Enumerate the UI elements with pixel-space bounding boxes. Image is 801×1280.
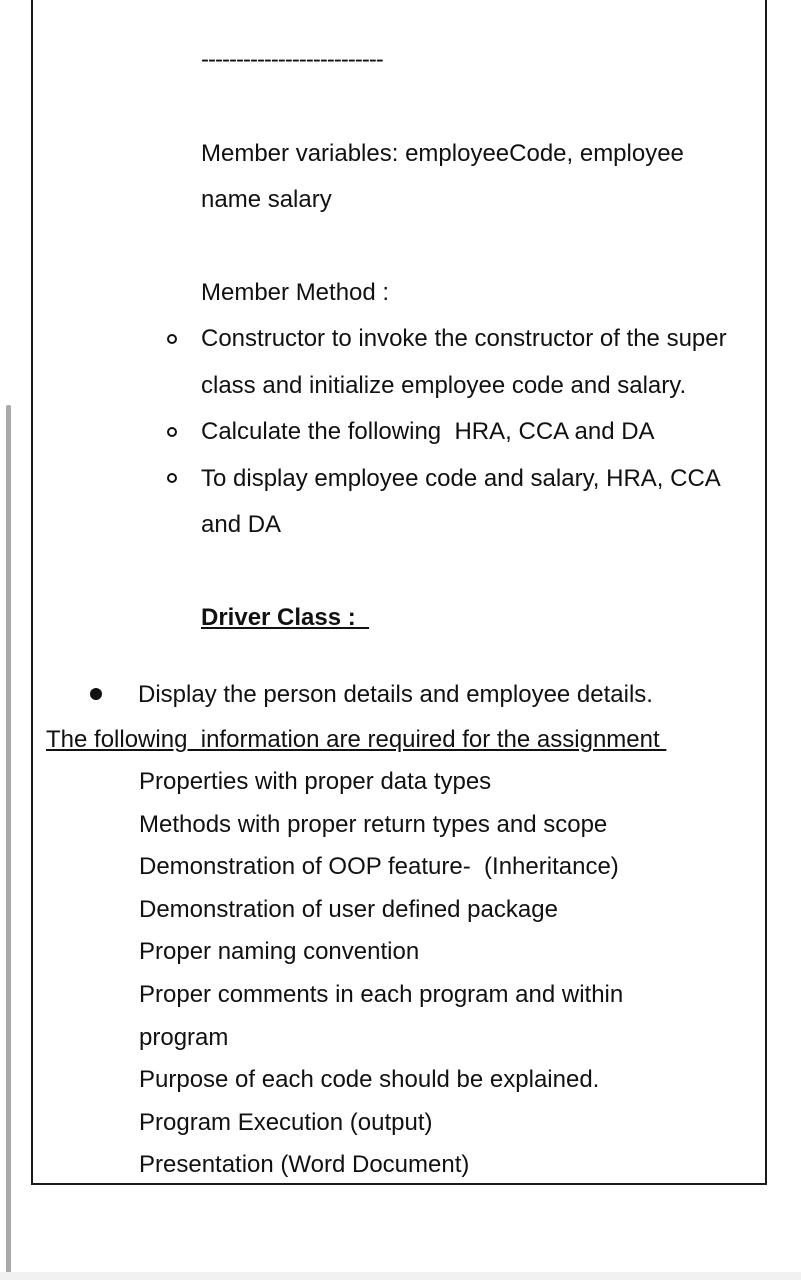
requirement-item: Demonstration of OOP feature- (Inheritance): [139, 853, 619, 880]
requirement-item: Presentation (Word Document): [139, 1151, 470, 1178]
requirement-item: Proper naming convention: [139, 938, 420, 965]
member-method-heading: Member Method :: [201, 279, 390, 306]
requirement-item: Proper comments in each program and within: [139, 981, 624, 1008]
requirement-item: Demonstration of user defined package: [139, 896, 558, 923]
method-bullet-1-line2: class and initialize employee code and salary.: [201, 372, 687, 399]
requirement-item: Methods with proper return types and scope: [139, 811, 608, 838]
requirement-item: Properties with proper data types: [139, 768, 492, 795]
requirement-item: Program Execution (output): [139, 1109, 433, 1136]
requirements-heading: The following information are required for the assignment: [46, 726, 667, 753]
solid-bullet-icon: [90, 688, 102, 700]
requirement-item: program: [139, 1024, 229, 1051]
method-bullet-1-line1: Constructor to invoke the constructor of the super: [201, 325, 727, 352]
hollow-bullet-icon: [167, 427, 177, 437]
requirement-item: Purpose of each code should be explained.: [139, 1066, 600, 1093]
member-variables-line1: Member variables: employeeCode, employee: [201, 140, 684, 167]
method-bullet-3-line2: and DA: [201, 511, 282, 538]
driver-bullet-text: Display the person details and employee details.: [138, 681, 653, 708]
separator-line: --------------------------: [201, 46, 383, 73]
method-bullet-2-line1: Calculate the following HRA, CCA and DA: [201, 418, 655, 445]
bottom-strip: [0, 1272, 801, 1280]
hollow-bullet-icon: [167, 473, 177, 483]
method-bullet-3-line1: To display employee code and salary, HRA, CCA: [201, 465, 721, 492]
scrollbar[interactable]: [6, 405, 11, 1280]
driver-class-heading: Driver Class :: [201, 604, 370, 631]
hollow-bullet-icon: [167, 334, 177, 344]
member-variables-line2: name salary: [201, 186, 332, 213]
